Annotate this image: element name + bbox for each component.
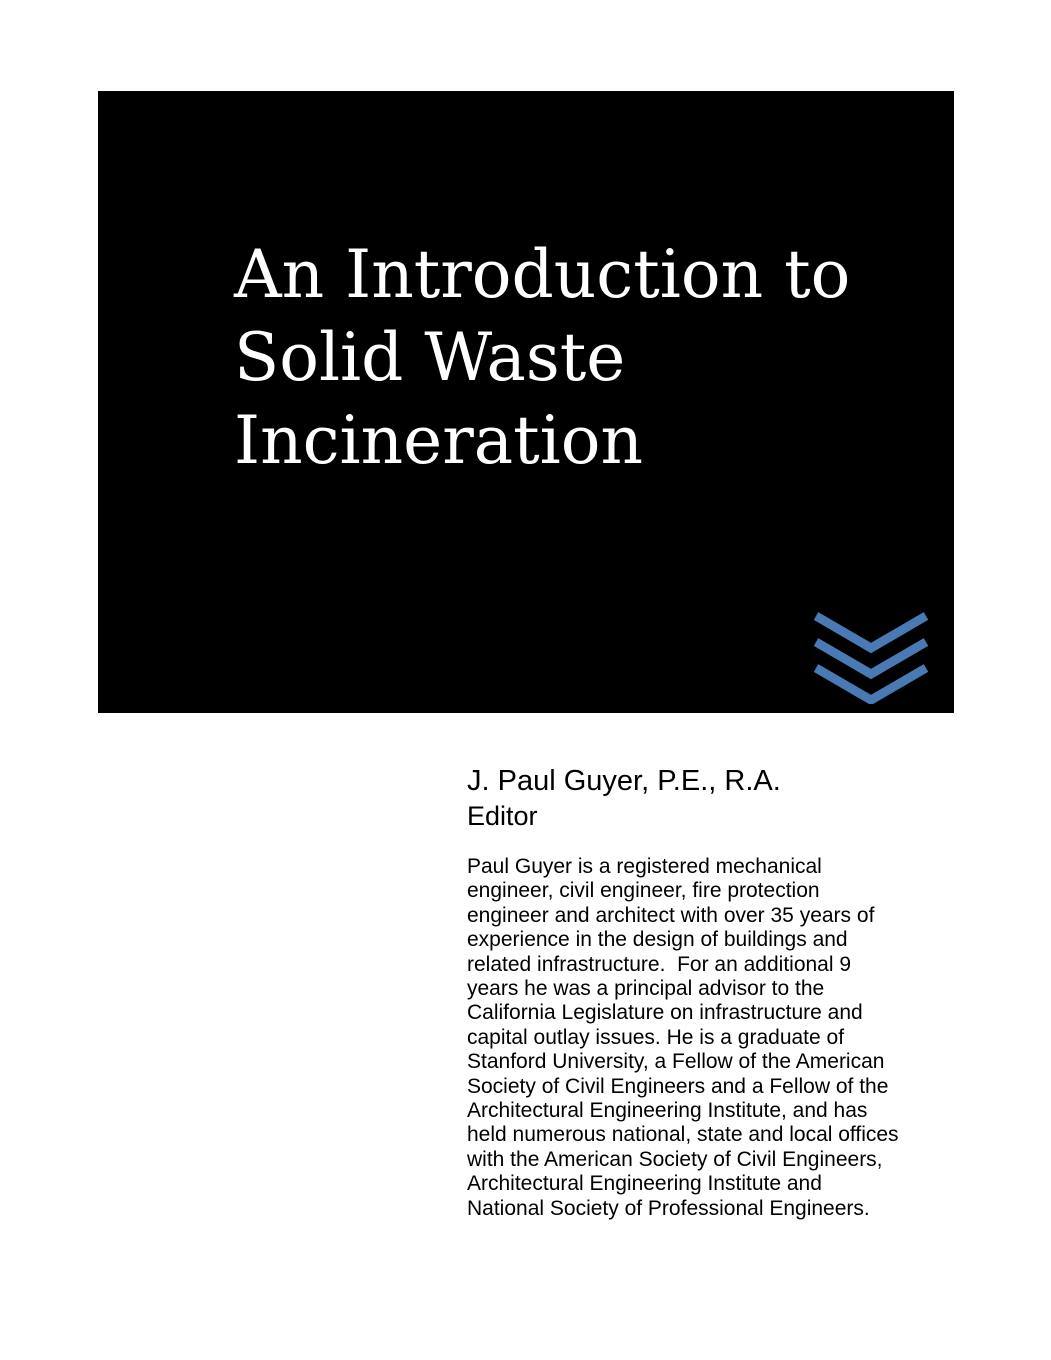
author-role: Editor [467,801,538,831]
book-title-line: Incineration [234,402,643,479]
author-bio-line: with the American Society of Civil Engineers, [467,1147,883,1171]
author-name: J. Paul Guyer, P.E., R.A. [467,765,781,797]
author-bio-line: California Legislature on infrastructure and [467,1001,863,1025]
author-bio-line: engineer and architect with over 35 years of [467,903,875,927]
author-section [467,763,1027,1221]
book-title-line: Solid Waste [234,319,626,396]
triple-chevron-down-icon [814,608,928,704]
author-bio-line: Stanford University, a Fellow of the American [467,1050,885,1074]
author-bio-line: Architectural Engineering Institute and [467,1172,822,1196]
author-bio-line: Society of Civil Engineers and a Fellow of the [467,1074,889,1098]
author-bio-line: years he was a principal advisor to the [467,977,825,1001]
cover-title-panel [98,91,954,713]
author-bio-line: held numerous national, state and local offices [467,1123,899,1147]
author-bio-line: National Society of Professional Engineers. [467,1196,870,1220]
author-bio-line: Architectural Engineering Institute, and has [467,1099,868,1123]
author-bio [467,855,1027,1221]
author-bio-line: Paul Guyer is a registered mechanical [467,855,822,878]
author-bio-line: capital outlay issues. He is a graduate of [467,1025,845,1049]
author-bio-line: related infrastructure. For an additional 9 [467,952,852,976]
book-title [234,233,850,482]
author-bio-line: experience in the design of buildings and [467,928,848,952]
book-title-line: An Introduction to [234,236,851,313]
author-bio-line: engineer, civil engineer, fire protection [467,879,820,903]
